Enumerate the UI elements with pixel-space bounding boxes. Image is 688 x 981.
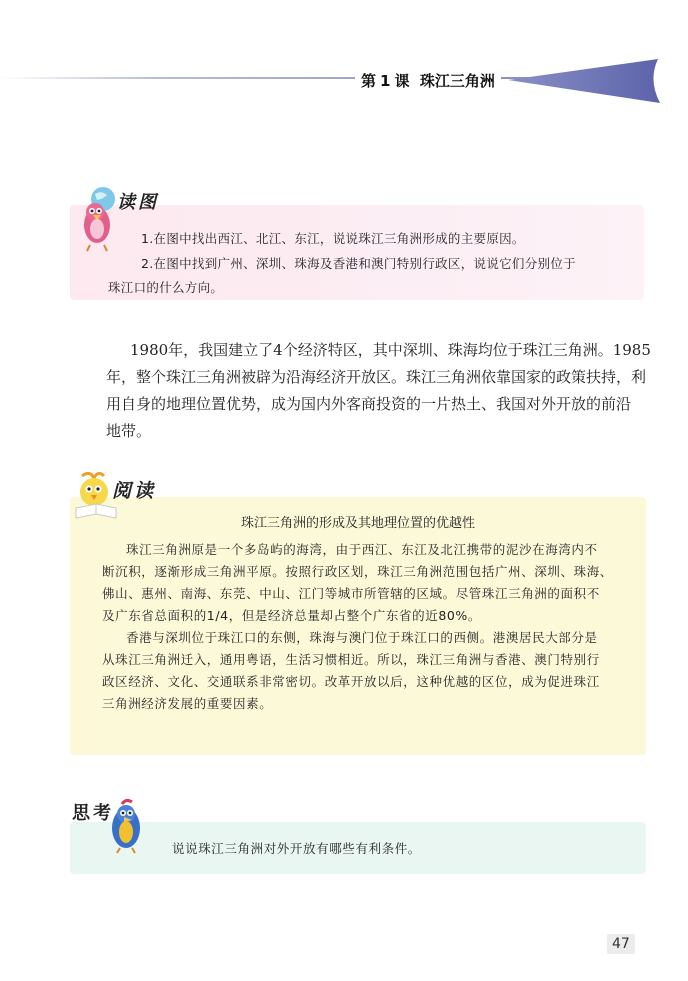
- text-line: 1980年，我国建立了4个经济特区，其中深圳、珠海均位于珠江三角洲。1985: [130, 341, 651, 359]
- reading-paragraph: [102, 539, 642, 627]
- reading-label: 阅读: [112, 480, 157, 502]
- text-line: 三角洲经济发展的重要因素。: [102, 696, 273, 711]
- text-line: 及广东省总面积的1/4，但是经济总量却占整个广东省的近80%。: [102, 608, 482, 623]
- read-map-question: 2.在图中找到广州、深圳、珠海及香港和澳门特别行政区，说说它们分别位于: [141, 256, 576, 271]
- read-map-question: 珠江口的什么方向。: [108, 280, 224, 295]
- main-paragraph: [106, 337, 651, 445]
- header-arrow-icon: [508, 56, 666, 106]
- think-label: 思考: [72, 803, 114, 824]
- lesson-prefix: 第: [361, 72, 377, 90]
- text-line: 从珠江三角洲迁入，通用粤语，生活习惯相近。所以，珠江三角洲与香港、澳门特别行: [102, 652, 600, 667]
- text-line: 珠江三角洲原是一个多岛屿的海湾，由于西江、东江及北江携带的泥沙在海湾内不: [126, 542, 598, 557]
- page-number: 47: [607, 934, 635, 954]
- reading-title: 珠江三角洲的形成及其地理位置的优越性: [240, 516, 475, 531]
- lesson-number: 1: [380, 72, 391, 90]
- read-map-question: 1.在图中找出西江、北江、东江，说说珠江三角洲形成的主要原因。: [141, 231, 525, 246]
- read-map-label: 读图: [117, 192, 159, 213]
- text-line: 用自身的地理位置优势，成为国内外客商投资的一片热土、我国对外开放的前沿: [106, 395, 632, 413]
- lesson-suffix: 课: [394, 72, 410, 90]
- lesson-title: 珠江三角洲: [419, 72, 495, 90]
- text-line: 香港与深圳位于珠江口的东侧，珠海与澳门位于珠江口的西侧。港澳居民大部分是: [126, 630, 598, 645]
- text-line: 断沉积，逐渐形成三角洲平原。按照行政区划，珠江三角洲范围包括广州、深圳、珠海、: [102, 564, 613, 579]
- text-line: 地带。: [106, 422, 152, 440]
- lesson-heading: [355, 70, 501, 91]
- text-line: 政区经济、文化、交通联系非常密切。改革开放以后，这种优越的区位，成为促进珠江: [102, 674, 600, 689]
- text-line: 年，整个珠江三角洲被辟为沿海经济开放区。珠江三角洲依靠国家的政策扶持，利: [106, 368, 647, 386]
- think-question: 说说珠江三角洲对外开放有哪些有利条件。: [172, 841, 421, 856]
- reading-paragraph: [102, 627, 642, 715]
- text-line: 佛山、惠州、南海、东莞、中山、江门等城市所管辖的区域。尽管珠江三角洲的面积不: [102, 586, 600, 601]
